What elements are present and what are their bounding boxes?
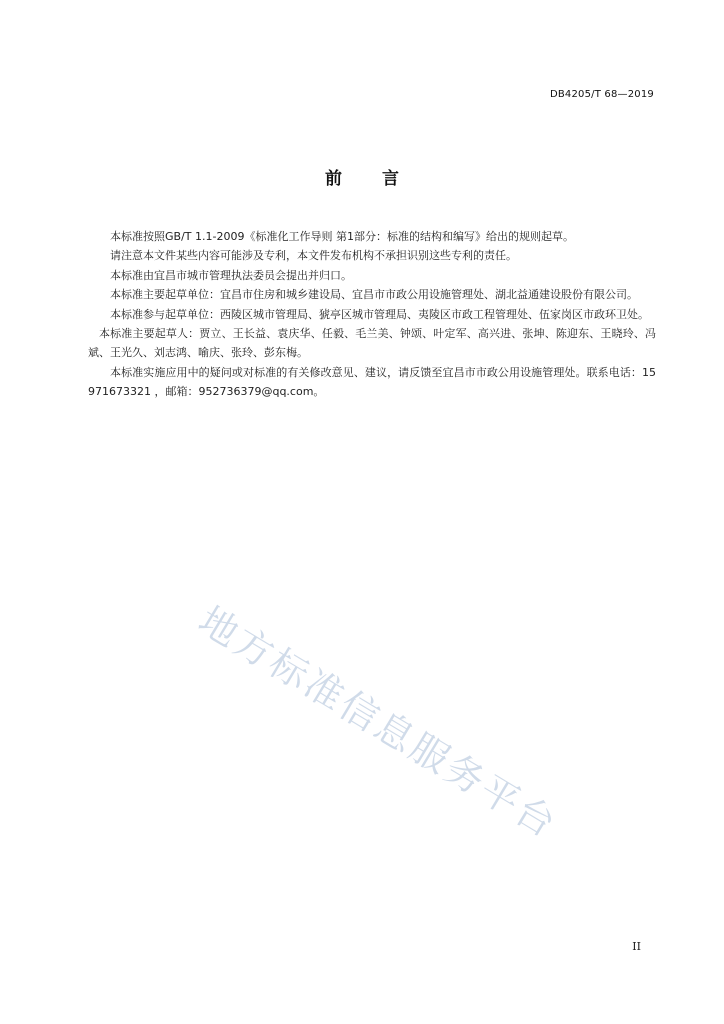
title-char-2: 言	[382, 169, 399, 189]
paragraph-main-drafters: 本标准主要起草人：贾立、王长益、袁庆华、任毅、毛兰美、钟颂、叶定军、高兴进、张坤、陈迎东、王晓玲、冯斌、王光久、刘志鸿、喻庆、张玲、彭东梅。	[88, 327, 656, 360]
paragraph-proposer: 本标准由宜昌市城市管理执法委员会提出并归口。	[110, 268, 352, 282]
paragraph-feedback-contact: 本标准实施应用中的疑问或对标准的有关修改意见、建议，请反馈至宜昌市市政公用设施管理处。联系电话：15971673321 ，邮箱：952736379@qq.com。	[88, 365, 656, 399]
page-title	[0, 164, 724, 189]
document-code: DB4205/T 68—2019	[549, 89, 654, 100]
paragraph-drafting-rules: 本标准按照GB/T 1.1-2009《标准化工作导则 第1部分：标准的结构和编写》给出的规则起草。	[110, 230, 574, 243]
foreword-body	[88, 227, 656, 402]
title-char-1: 前	[325, 169, 342, 189]
paragraph-patent-notice: 请注意本文件某些内容可能涉及专利，本文件发布机构不承担识别这些专利的责任。	[110, 249, 517, 263]
paragraph-participating-units: 本标准参与起草单位：西陵区城市管理局、猇亭区城市管理局、夷陵区市政工程管理处、伍家岗区市政环卫处。	[110, 307, 649, 321]
page-number: II	[632, 940, 641, 953]
watermark: 地方标准信息服务平台	[191, 598, 566, 847]
paragraph-main-drafting-units: 本标准主要起草单位：宜昌市住房和城乡建设局、宜昌市市政公用设施管理处、湖北益通建设股份有限公司。	[110, 288, 638, 302]
